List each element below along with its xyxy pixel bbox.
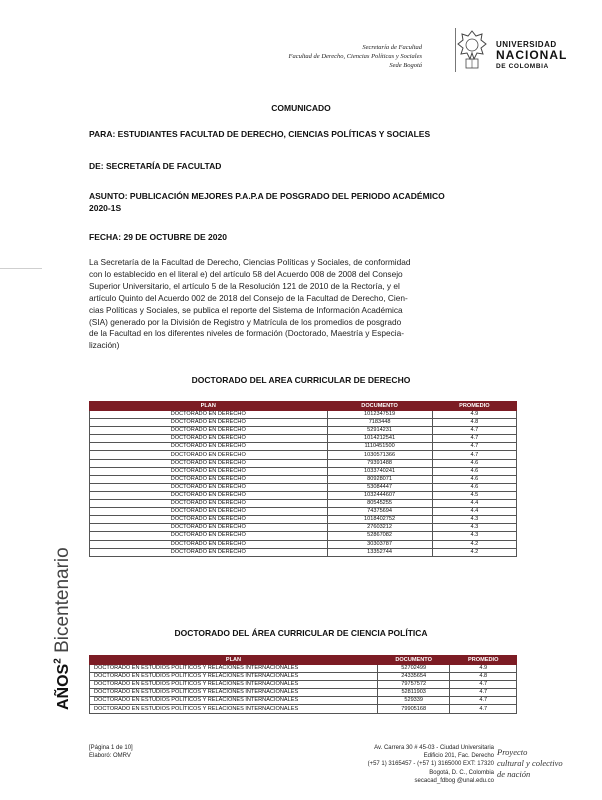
cell-promedio: 4.9 bbox=[432, 411, 516, 419]
table-row bbox=[90, 673, 517, 681]
table-row bbox=[90, 697, 517, 705]
table-row bbox=[90, 508, 517, 516]
cell-promedio: 4.7 bbox=[432, 443, 516, 451]
address-line: Av. Carrera 30 # 45-03 - Ciudad Universitaria bbox=[374, 745, 494, 751]
cell-plan: DOCTORADO EN ESTUDIOS POLÍTICOS Y RELACIONES INTERNACIONALES bbox=[90, 689, 378, 697]
col-promedio: PROMEDIO bbox=[450, 656, 517, 665]
col-documento: DOCUMENTO bbox=[327, 402, 432, 411]
col-documento: DOCUMENTO bbox=[377, 656, 450, 665]
cell-plan: DOCTORADO EN DERECHO bbox=[90, 491, 328, 499]
cell-promedio: 4.3 bbox=[432, 524, 516, 532]
cell-plan: DOCTORADO EN DERECHO bbox=[90, 548, 328, 556]
cell-documento: 52811903 bbox=[377, 689, 450, 697]
body-line: cias Políticas y Sociales, se publica el reporte del Sistema de Información Académica bbox=[89, 304, 403, 315]
cell-promedio: 4.7 bbox=[432, 451, 516, 459]
cell-documento: 13352744 bbox=[327, 548, 432, 556]
cell-plan: DOCTORADO EN DERECHO bbox=[90, 508, 328, 516]
table-header-row bbox=[90, 656, 517, 665]
table-row bbox=[90, 475, 517, 483]
uni-line-2: NACIONAL bbox=[496, 48, 568, 62]
table-row bbox=[90, 705, 517, 713]
table-row bbox=[90, 459, 517, 467]
body-paragraph bbox=[89, 257, 519, 352]
body-line: La Secretaría de la Facultad de Derecho, Ciencias Políticas y Sociales, de conformidad bbox=[89, 257, 411, 267]
side-rule bbox=[0, 268, 42, 269]
cell-documento: 24335654 bbox=[377, 673, 450, 681]
uni-line-1: UNIVERSIDAD bbox=[496, 40, 557, 49]
fecha-line: FECHA: 29 DE OCTUBRE DE 2020 bbox=[89, 232, 227, 242]
table1-heading: DOCTORADO DEL AREA CURRICULAR DE DERECHO bbox=[191, 375, 411, 385]
cell-documento: 27603212 bbox=[327, 524, 432, 532]
address-line: Bogotá, D. C., Colombia bbox=[429, 769, 494, 776]
cell-documento: 1033740241 bbox=[327, 467, 432, 475]
cell-promedio: 4.6 bbox=[432, 459, 516, 467]
university-seal-icon bbox=[455, 28, 489, 72]
motto-line: cultural y colectivo bbox=[497, 758, 563, 768]
cell-plan: DOCTORADO EN DERECHO bbox=[90, 467, 328, 475]
office-line: Sede Bogotá bbox=[389, 62, 422, 69]
table-doctorado-derecho bbox=[89, 401, 517, 557]
cell-plan: DOCTORADO EN DERECHO bbox=[90, 524, 328, 532]
address-line: Edificio 201, Fac. Derecho bbox=[423, 753, 494, 760]
table2-heading: DOCTORADO DEL ÁREA CURRICULAR DE CIENCIA POLÍTICA bbox=[174, 628, 428, 638]
table-row bbox=[90, 427, 517, 435]
table-row bbox=[90, 411, 517, 419]
elaboro: Elaboró: OMRV bbox=[89, 753, 131, 759]
footer-motto bbox=[497, 747, 563, 780]
table-row bbox=[90, 435, 517, 443]
cell-documento: 52914231 bbox=[327, 427, 432, 435]
university-logo-text bbox=[496, 40, 567, 71]
cell-plan: DOCTORADO EN DERECHO bbox=[90, 411, 328, 419]
cell-plan: DOCTORADO EN DERECHO bbox=[90, 435, 328, 443]
footer-address bbox=[368, 744, 494, 785]
cell-promedio: 4.7 bbox=[450, 697, 517, 705]
body-line: con lo establecido en el literal e) del artículo 58 del Acuerdo 008 de 2008 del Consejo bbox=[89, 268, 403, 279]
asunto-line-2: 2020-1S bbox=[89, 203, 122, 213]
table-row bbox=[90, 491, 517, 499]
body-line: Superior Universitario, el artículo 5 de la Resolución 121 de 2010 de la Rectoría, y el bbox=[89, 280, 400, 291]
office-line: Secretaría de Facultad bbox=[362, 44, 422, 51]
cell-plan: DOCTORADO EN DERECHO bbox=[90, 516, 328, 524]
cell-documento: 80928071 bbox=[327, 475, 432, 483]
table-row bbox=[90, 665, 517, 673]
office-line: Facultad de Derecho, Ciencias Políticas y Sociales bbox=[288, 53, 422, 60]
table-row bbox=[90, 443, 517, 451]
table-row bbox=[90, 467, 517, 475]
cell-promedio: 4.7 bbox=[450, 705, 517, 713]
cell-plan: DOCTORADO EN DERECHO bbox=[90, 427, 328, 435]
cell-promedio: 4.6 bbox=[432, 483, 516, 491]
body-line: lización) bbox=[89, 340, 120, 351]
cell-documento: 74375694 bbox=[327, 508, 432, 516]
cell-documento: 1030571366 bbox=[327, 451, 432, 459]
cell-promedio: 4.6 bbox=[432, 467, 516, 475]
cell-promedio: 4.8 bbox=[432, 419, 516, 427]
office-header bbox=[288, 43, 422, 70]
table-row bbox=[90, 524, 517, 532]
cell-documento: 7183448 bbox=[327, 419, 432, 427]
body-line: (SIA) generado por la División de Registro y Matrícula de los promedios de posgrado bbox=[89, 316, 402, 327]
cell-plan: DOCTORADO EN ESTUDIOS POLÍTICOS Y RELACIONES INTERNACIONALES bbox=[90, 705, 378, 713]
cell-plan: DOCTORADO EN DERECHO bbox=[90, 500, 328, 508]
table-row bbox=[90, 548, 517, 556]
motto-line: de nación bbox=[497, 769, 531, 779]
cell-plan: DOCTORADO EN DERECHO bbox=[90, 540, 328, 548]
table-row bbox=[90, 500, 517, 508]
table-row bbox=[90, 419, 517, 427]
bicentenario-word: Bicentenario bbox=[52, 547, 73, 653]
table-doctorado-ciencia-politica bbox=[89, 655, 517, 714]
table-row bbox=[90, 451, 517, 459]
email-link[interactable]: secacad_fdbog @unal.edu.co bbox=[414, 777, 494, 784]
cell-documento: 1032444607 bbox=[327, 491, 432, 499]
cell-plan: DOCTORADO EN DERECHO bbox=[90, 483, 328, 491]
cell-promedio: 4.9 bbox=[450, 665, 517, 673]
cell-documento: 79391488 bbox=[327, 459, 432, 467]
page-number: [Página 1 de 10] bbox=[89, 745, 133, 751]
cell-promedio: 4.7 bbox=[432, 435, 516, 443]
footer-left bbox=[89, 744, 133, 760]
motto-line: Proyecto bbox=[497, 747, 528, 757]
col-plan: PLAN bbox=[90, 402, 328, 411]
para-line: PARA: ESTUDIANTES FACULTAD DE DERECHO, CIENCIAS POLÍTICAS Y SOCIALES bbox=[89, 129, 431, 139]
cell-plan: DOCTORADO EN DERECHO bbox=[90, 475, 328, 483]
cell-plan: DOCTORADO EN ESTUDIOS POLÍTICOS Y RELACIONES INTERNACIONALES bbox=[90, 665, 378, 673]
cell-documento: 79905168 bbox=[377, 705, 450, 713]
col-plan: PLAN bbox=[90, 656, 378, 665]
col-promedio: PROMEDIO bbox=[432, 402, 516, 411]
cell-promedio: 4.8 bbox=[450, 673, 517, 681]
cell-promedio: 4.6 bbox=[432, 475, 516, 483]
bicentenario-prefix: AÑOS bbox=[55, 663, 72, 710]
de-line: DE: SECRETARÍA DE FACULTAD bbox=[89, 161, 222, 171]
uni-line-3: DE COLOMBIA bbox=[496, 63, 549, 70]
table-row bbox=[90, 540, 517, 548]
table-row bbox=[90, 681, 517, 689]
cell-plan: DOCTORADO EN DERECHO bbox=[90, 419, 328, 427]
cell-promedio: 4.3 bbox=[432, 516, 516, 524]
cell-plan: DOCTORADO EN ESTUDIOS POLÍTICOS Y RELACIONES INTERNACIONALES bbox=[90, 697, 378, 705]
cell-documento: 52702499 bbox=[377, 665, 450, 673]
cell-promedio: 4.5 bbox=[432, 491, 516, 499]
cell-documento: 30303787 bbox=[327, 540, 432, 548]
cell-promedio: 4.4 bbox=[432, 508, 516, 516]
cell-promedio: 4.7 bbox=[450, 681, 517, 689]
cell-promedio: 4.7 bbox=[450, 689, 517, 697]
cell-plan: DOCTORADO EN DERECHO bbox=[90, 443, 328, 451]
asunto-line bbox=[89, 190, 529, 214]
asunto-line-1: ASUNTO: PUBLICACIÓN MEJORES P.A.P.A DE POSGRADO DEL PERIODO ACADÉMICO bbox=[89, 191, 445, 201]
cell-plan: DOCTORADO EN ESTUDIOS POLÍTICOS Y RELACIONES INTERNACIONALES bbox=[90, 673, 378, 681]
table-row bbox=[90, 689, 517, 697]
cell-promedio: 4.7 bbox=[432, 427, 516, 435]
doc-title: COMUNICADO bbox=[271, 103, 331, 113]
cell-promedio: 4.2 bbox=[432, 548, 516, 556]
cell-documento: 52867082 bbox=[327, 532, 432, 540]
body-line: artículo Quinto del Acuerdo 002 de 2018 del Consejo de la Facultad de Derecho, Cien- bbox=[89, 292, 408, 303]
cell-plan: DOCTORADO EN ESTUDIOS POLÍTICOS Y RELACIONES INTERNACIONALES bbox=[90, 681, 378, 689]
cell-documento: 53084447 bbox=[327, 483, 432, 491]
table-row bbox=[90, 483, 517, 491]
table-row bbox=[90, 516, 517, 524]
address-line: (+57 1) 3165457 - (+57 1) 3165000 EXT: 17320 bbox=[367, 761, 494, 768]
cell-documento: 80545255 bbox=[327, 500, 432, 508]
bicentenario-num: 2 bbox=[52, 658, 64, 664]
body-line: de la Facultad en los diferentes niveles de formación (Doctorado, Maestría y Especia- bbox=[89, 328, 404, 339]
cell-documento: 1110451500 bbox=[327, 443, 432, 451]
cell-promedio: 4.4 bbox=[432, 500, 516, 508]
cell-promedio: 4.3 bbox=[432, 532, 516, 540]
cell-promedio: 4.2 bbox=[432, 540, 516, 548]
cell-plan: DOCTORADO EN DERECHO bbox=[90, 451, 328, 459]
table-header-row bbox=[90, 402, 517, 411]
cell-documento: 529339 bbox=[377, 697, 450, 705]
cell-documento: 79757572 bbox=[377, 681, 450, 689]
cell-documento: 1018402752 bbox=[327, 516, 432, 524]
table-row bbox=[90, 532, 517, 540]
cell-plan: DOCTORADO EN DERECHO bbox=[90, 459, 328, 467]
cell-documento: 1012347519 bbox=[327, 411, 432, 419]
cell-documento: 1014212541 bbox=[327, 435, 432, 443]
cell-plan: DOCTORADO EN DERECHO bbox=[90, 532, 328, 540]
